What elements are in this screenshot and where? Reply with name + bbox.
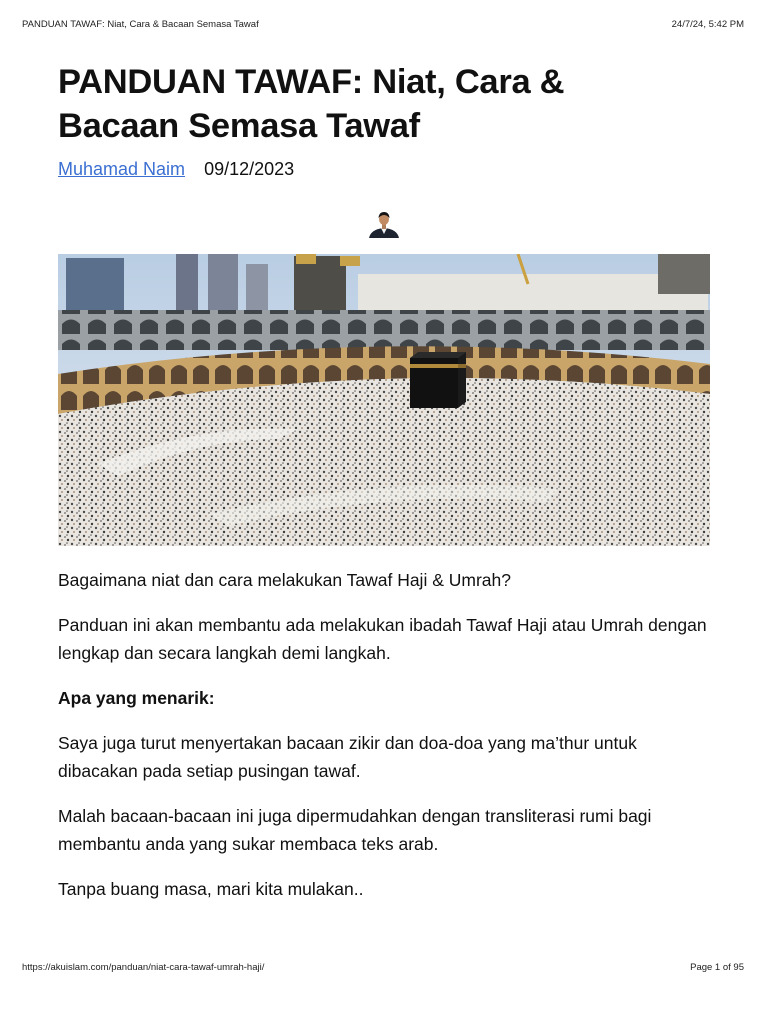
print-timestamp: 24/7/24, 5:42 PM [671, 19, 744, 30]
byline [58, 158, 710, 180]
print-url: https://akuislam.com/panduan/niat-cara-tawaf-umrah-haji/ [22, 962, 265, 973]
print-page-title: PANDUAN TAWAF: Niat, Cara & Bacaan Semasa Tawaf [22, 19, 259, 30]
title-line-2: Bacaan Semasa Tawaf [58, 107, 420, 145]
title-line-1: PANDUAN TAWAF: Niat, Cara & [58, 63, 565, 101]
paragraph: Panduan ini akan membantu ada melakukan ibadah Tawaf Haji atau Umrah dengan lengkap dan secara langkah demi langkah. [58, 615, 707, 663]
page-number: Page 1 of 95 [690, 962, 744, 973]
print-header [22, 19, 744, 30]
paragraph: Tanpa buang masa, mari kita mulakan.. [58, 879, 364, 899]
print-footer [22, 962, 744, 973]
avatar [367, 210, 401, 238]
article [58, 60, 710, 920]
page-title [58, 60, 710, 148]
paragraph: Malah bacaan-bacaan ini juga dipermudahkan dengan transliterasi rumi bagi membantu anda yang sukar membaca teks arab. [58, 806, 652, 854]
paragraph: Bagaimana niat dan cara melakukan Tawaf Haji & Umrah? [58, 570, 511, 590]
hero-image-kaaba-crowd [58, 254, 710, 546]
subheading: Apa yang menarik: [58, 688, 215, 708]
paragraph: Saya juga turut menyertakan bacaan zikir dan doa-doa yang ma’thur untuk dibacakan pada setiap pusingan tawaf. [58, 733, 637, 781]
author-link[interactable]: Muhamad Naim [58, 159, 186, 179]
author-avatar-container [58, 210, 710, 238]
article-body [58, 566, 710, 903]
publish-date: 09/12/2023 [204, 159, 295, 179]
